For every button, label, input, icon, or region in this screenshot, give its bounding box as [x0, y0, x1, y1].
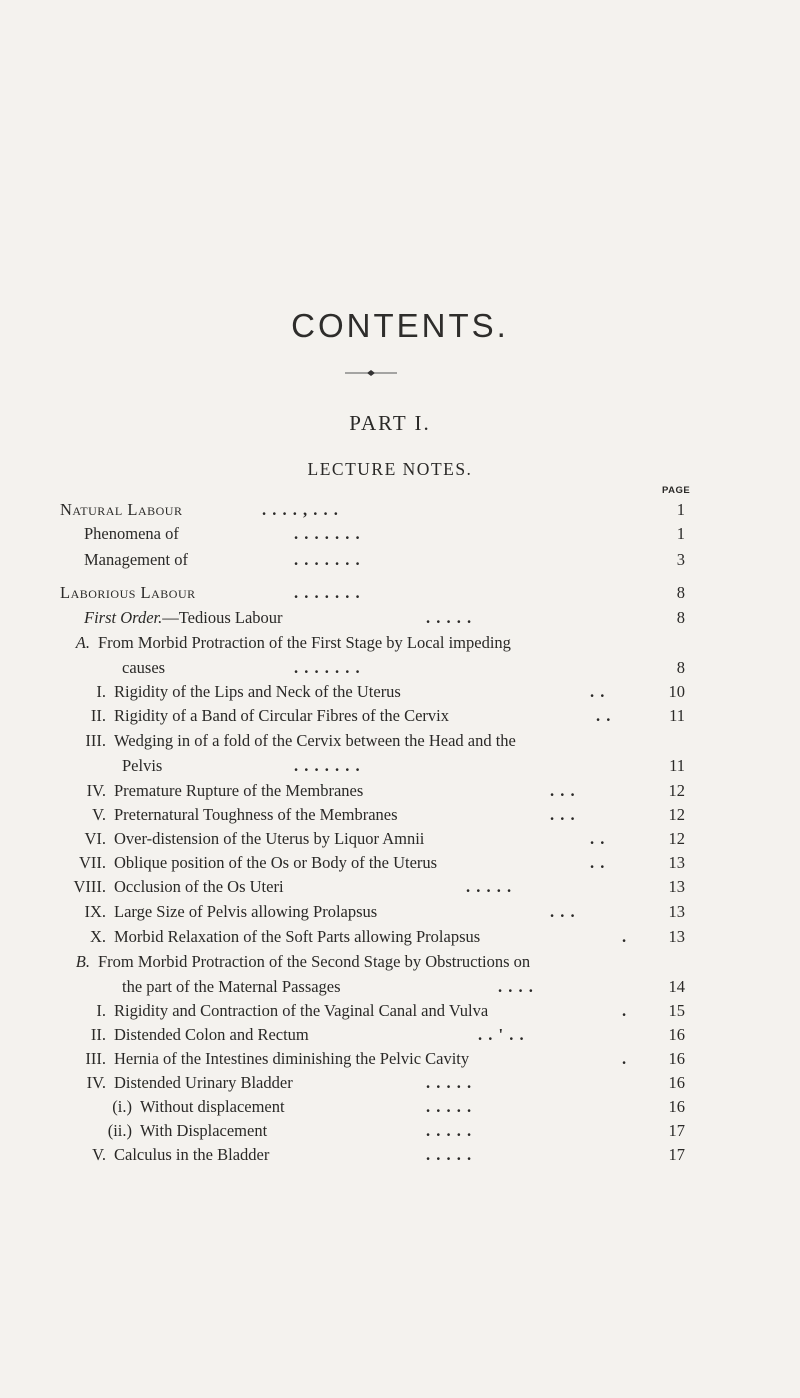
- entry-leader: . . . . .: [426, 1121, 473, 1140]
- toc-entry-a-6[interactable]: [0, 827, 800, 851]
- entry-text: Preternatural Toughness of the Membranes: [114, 805, 398, 824]
- entry-number: V.: [92, 805, 106, 824]
- section-heading: LECTURE NOTES.: [307, 459, 473, 479]
- entry-page: 13: [668, 927, 685, 946]
- entry-leader: . . . .: [498, 977, 534, 996]
- entry-number: (i.): [112, 1097, 132, 1116]
- toc-entry-b-4[interactable]: [0, 1071, 800, 1095]
- toc-entry-b[interactable]: [0, 950, 800, 974]
- entry-leader: . . . . , . . .: [262, 500, 339, 519]
- entry-label: causes: [122, 658, 166, 677]
- entry-page: 1: [676, 524, 685, 543]
- entry-page: 16: [668, 1097, 685, 1116]
- entry-page: 17: [668, 1121, 685, 1140]
- entry-label: [30, 950, 530, 974]
- entry-leader: . . . . . . .: [294, 658, 361, 677]
- entry-text: Calculus in the Bladder: [114, 1145, 270, 1164]
- entry-label: [84, 606, 283, 630]
- entry-page: 8: [676, 583, 685, 602]
- entry-label: [46, 680, 401, 704]
- toc-entry-b-3[interactable]: [0, 1047, 800, 1071]
- entry-label-rest: —Tedious Labour: [162, 608, 283, 627]
- toc-entry-b-4-i[interactable]: [0, 1095, 800, 1119]
- entry-number: IV.: [86, 1073, 106, 1092]
- entry-page: 11: [669, 706, 685, 725]
- entry-text: Rigidity and Contraction of the Vaginal Canal and Vulva: [114, 1001, 489, 1020]
- entry-label: [46, 1047, 469, 1071]
- entry-label: [46, 803, 398, 827]
- entry-leader: .: [622, 1049, 628, 1068]
- entry-number: IX.: [84, 902, 106, 921]
- page-title: CONTENTS.: [291, 307, 509, 344]
- entry-leader: . . . . . . .: [294, 583, 361, 602]
- entry-page: 13: [668, 902, 685, 921]
- entry-label: [46, 900, 377, 924]
- entry-text: Rigidity of the Lips and Neck of the Uterus: [114, 682, 401, 701]
- toc-entry-a-1[interactable]: [0, 680, 800, 704]
- entry-number: A.: [75, 633, 90, 652]
- entry-label: [30, 631, 511, 655]
- entry-number: IV.: [86, 781, 106, 800]
- entry-label: the part of the Maternal Passages: [122, 977, 341, 996]
- entry-text: From Morbid Protraction of the First Stage by Local impeding: [98, 633, 511, 652]
- entry-leader: .: [622, 927, 628, 946]
- entry-label: [46, 1071, 293, 1095]
- entry-label: Pelvis: [122, 756, 163, 775]
- entry-page: 8: [676, 658, 685, 677]
- entry-label: [46, 875, 284, 899]
- entry-label: [46, 729, 516, 753]
- entry-label: Phenomena of: [84, 524, 179, 543]
- entry-number: II.: [90, 706, 106, 725]
- toc-entry-a-9[interactable]: [0, 900, 800, 924]
- toc-entry-b-2[interactable]: [0, 1023, 800, 1047]
- entry-page: 3: [676, 550, 685, 569]
- toc-entry-natural-labour[interactable]: [0, 498, 800, 522]
- toc-entry-first-order[interactable]: [0, 606, 800, 630]
- entry-label: Natural Labour: [60, 500, 183, 519]
- entry-label: [46, 925, 480, 949]
- entry-text: Wedging in of a fold of the Cervix between the Head and the: [114, 731, 516, 750]
- toc-entry-a-5[interactable]: [0, 803, 800, 827]
- toc-entry-a-10[interactable]: [0, 925, 800, 949]
- entry-label: [46, 851, 437, 875]
- entry-label: Management of: [84, 550, 189, 569]
- page-column-label: PAGE: [662, 485, 691, 496]
- entry-label: [46, 704, 449, 728]
- entry-label: [46, 1023, 309, 1047]
- entry-number: VI.: [84, 829, 106, 848]
- entry-label: [46, 999, 488, 1023]
- entry-page: 17: [668, 1145, 685, 1164]
- entry-page: 13: [668, 877, 685, 896]
- entry-page: 16: [668, 1073, 685, 1092]
- entry-page: 12: [668, 781, 685, 800]
- entry-leader: . . . . . . .: [294, 756, 361, 775]
- entry-text: Premature Rupture of the Membranes: [114, 781, 364, 800]
- toc-entry-b-continued[interactable]: [0, 975, 800, 999]
- entry-text: Rigidity of a Band of Circular Fibres of the Cervix: [114, 706, 449, 725]
- entry-page: 10: [668, 682, 685, 701]
- entry-leader: . .: [596, 706, 612, 725]
- entry-number: VII.: [78, 853, 106, 872]
- entry-leader: . . . . .: [426, 608, 473, 627]
- entry-page: 12: [668, 805, 685, 824]
- entry-number: III.: [85, 731, 106, 750]
- entry-leader: . . . . .: [466, 877, 513, 896]
- entry-text: Morbid Relaxation of the Soft Parts allowing Prolapsus: [114, 927, 481, 946]
- entry-page: 11: [669, 756, 685, 775]
- entry-number: I.: [96, 1001, 106, 1020]
- entry-label-italic: First Order.: [84, 608, 163, 627]
- toc-entry-b-5[interactable]: [0, 1143, 800, 1167]
- entry-page: 8: [676, 608, 685, 627]
- toc-entry-a[interactable]: [0, 631, 800, 655]
- toc-entry-b-4-ii[interactable]: [0, 1119, 800, 1143]
- entry-leader: . . . . . . .: [294, 524, 361, 543]
- entry-text: From Morbid Protraction of the Second Stage by Obstructions on: [98, 952, 531, 971]
- entry-leader: . . .: [550, 805, 576, 824]
- toc-entry-a-7[interactable]: [0, 851, 800, 875]
- entry-page: 13: [668, 853, 685, 872]
- entry-text: Hernia of the Intestines diminishing the Pelvic Cavity: [114, 1049, 470, 1068]
- part-heading: PART I.: [349, 411, 431, 435]
- entry-leader: . . . . . . .: [294, 550, 361, 569]
- entry-page: 16: [668, 1049, 685, 1068]
- entry-label: [46, 827, 424, 851]
- toc-entry-a-3[interactable]: [0, 729, 800, 753]
- entry-leader: . .: [590, 829, 606, 848]
- entry-label: [72, 1095, 285, 1119]
- toc-entry-phenomena[interactable]: [0, 522, 800, 546]
- entry-number: X.: [89, 927, 106, 946]
- entry-label: [72, 1119, 267, 1143]
- entry-page: 12: [668, 829, 685, 848]
- entry-text: Over-distension of the Uterus by Liquor Amnii: [114, 829, 425, 848]
- entry-label: [46, 1143, 269, 1167]
- entry-number: III.: [85, 1049, 106, 1068]
- entry-page: 16: [668, 1025, 685, 1044]
- entry-leader: . . .: [550, 902, 576, 921]
- entry-leader: . . . . .: [426, 1073, 473, 1092]
- toc-entry-laborious-labour[interactable]: [0, 581, 800, 605]
- ornament-divider-icon: [345, 369, 397, 377]
- entry-leader: . .: [590, 853, 606, 872]
- toc-entry-b-1[interactable]: [0, 999, 800, 1023]
- entry-page: 14: [668, 977, 685, 996]
- entry-leader: . . .: [550, 781, 576, 800]
- entry-number: I.: [96, 682, 106, 701]
- entry-number: B.: [75, 952, 90, 971]
- toc-entry-a-4[interactable]: [0, 779, 800, 803]
- toc-entry-management[interactable]: [0, 548, 800, 572]
- entry-number: (ii.): [107, 1121, 132, 1140]
- entry-text: Distended Urinary Bladder: [114, 1073, 293, 1092]
- toc-entry-a-8[interactable]: [0, 875, 800, 899]
- entry-number: V.: [92, 1145, 106, 1164]
- entry-number: II.: [90, 1025, 106, 1044]
- entry-label: Laborious Labour: [60, 583, 196, 602]
- entry-leader: . . . . .: [426, 1145, 473, 1164]
- entry-text: Distended Colon and Rectum: [114, 1025, 309, 1044]
- entry-number: VIII.: [73, 877, 106, 896]
- entry-label: [46, 779, 363, 803]
- toc-entry-a-continued[interactable]: [0, 656, 800, 680]
- entry-text: Large Size of Pelvis allowing Prolapsus: [114, 902, 378, 921]
- entry-leader: . . ' . .: [478, 1025, 525, 1044]
- entry-leader: . .: [590, 682, 606, 701]
- entry-text: Oblique position of the Os or Body of the Uterus: [114, 853, 438, 872]
- entry-text: Without displacement: [140, 1097, 285, 1116]
- entry-text: Occlusion of the Os Uteri: [114, 877, 284, 896]
- entry-leader: . . . . .: [426, 1097, 473, 1116]
- entry-page: 15: [668, 1001, 685, 1020]
- toc-entry-a-2[interactable]: [0, 704, 800, 728]
- toc-entry-a-3-continued[interactable]: [0, 754, 800, 778]
- entry-text: With Displacement: [140, 1121, 268, 1140]
- entry-leader: .: [622, 1001, 628, 1020]
- entry-page: 1: [676, 500, 685, 519]
